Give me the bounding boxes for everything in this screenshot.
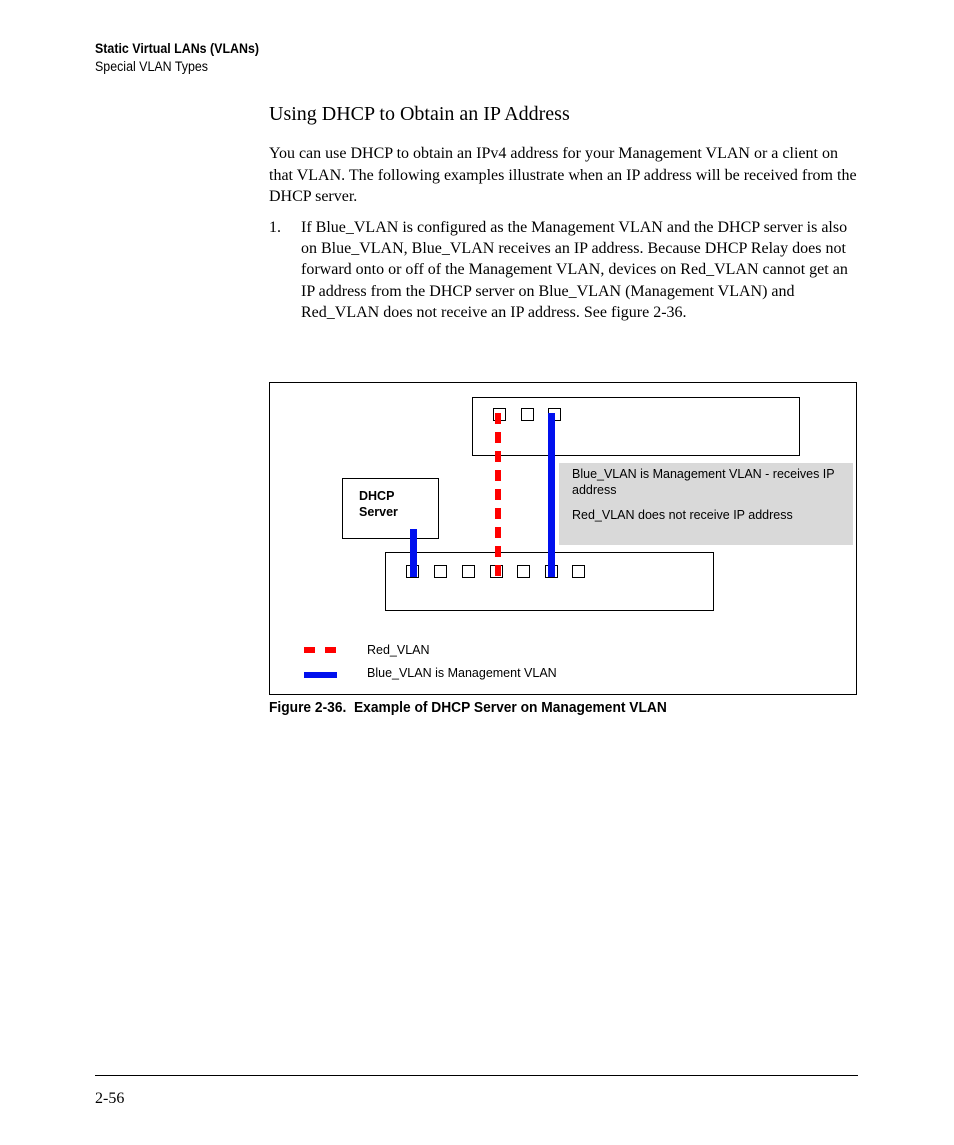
bottom-switch-port-5 xyxy=(517,565,530,578)
running-header-chapter: Static Virtual LANs (VLANs) xyxy=(95,41,260,56)
blue-vlan-link-switches xyxy=(548,413,555,577)
red-vlan-link xyxy=(495,413,501,577)
list-item-number: 1. xyxy=(269,219,281,236)
section-heading: Using DHCP to Obtain an IP Address xyxy=(269,103,570,125)
dhcp-server-label: DHCP Server xyxy=(359,489,398,519)
dhcp-server-box xyxy=(342,478,439,539)
note-blue-vlan: Blue_VLAN is Management VLAN - receives IP address xyxy=(572,467,835,497)
legend-blue-label: Blue_VLAN is Management VLAN xyxy=(367,666,557,680)
footer-rule xyxy=(95,1075,858,1076)
legend-red-label: Red_VLAN xyxy=(367,643,430,657)
top-switch-port-2 xyxy=(521,408,534,421)
running-header-section: Special VLAN Types xyxy=(95,59,209,74)
list-item-text: If Blue_VLAN is configured as the Management VLAN and the DHCP server is also on Blue_VLAN, Blue_VLAN receives an IP address. Because DHCP Relay does not forward onto or off of the Management VLAN, devices on Red_VLAN cannot get an IP address from the DHCP server on Blue_VLAN (Management VLAN) and Red_VLAN does not receive an IP address. See figure 2-36. xyxy=(301,219,848,321)
vlan-diagram xyxy=(269,382,857,695)
page-number: 2-56 xyxy=(95,1090,125,1107)
bottom-switch-port-7 xyxy=(572,565,585,578)
vlan-note-box xyxy=(559,463,853,545)
legend-red-swatch xyxy=(304,647,338,653)
bottom-switch-port-3 xyxy=(462,565,475,578)
note-red-vlan: Red_VLAN does not receive IP address xyxy=(572,508,793,522)
legend-blue-swatch xyxy=(304,672,337,678)
bottom-switch-port-2 xyxy=(434,565,447,578)
blue-vlan-link-dhcp xyxy=(410,529,417,577)
intro-paragraph: You can use DHCP to obtain an IPv4 address for your Management VLAN or a client on that VLAN. The following examples illustrate when an IP address will be received from the DHCP server. xyxy=(269,145,857,205)
figure-caption: Figure 2-36. Example of DHCP Server on Management VLAN xyxy=(269,700,667,716)
top-switch xyxy=(472,397,800,456)
